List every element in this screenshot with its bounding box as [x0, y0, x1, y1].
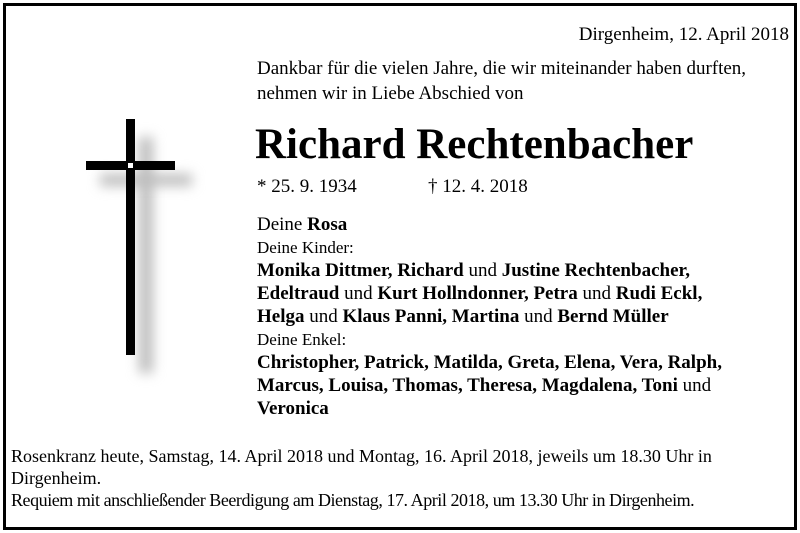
conjunction: und [519, 306, 558, 327]
requiem-text: Requiem mit anschließender Beerdigung am Dienstag, 17. April 2018, um 13.30 Uhr in Dirgenheim. [11, 490, 695, 510]
conjunction: und [339, 283, 378, 304]
children-names: Edeltraud [257, 283, 340, 304]
place-date: Dirgenheim, 12. April 2018 [578, 24, 789, 45]
grandchildren-line-2 [257, 374, 722, 397]
children-names: Justine Rechtenbacher, [501, 260, 690, 281]
grandchildren-names: Veronica [257, 398, 329, 419]
children-names: Bernd Müller [557, 306, 669, 327]
children-line-3 [257, 305, 722, 328]
intro-text [257, 56, 746, 106]
conjunction: und [577, 283, 616, 304]
rosary-text: Rosenkranz heute, Samstag, 14. April 2018 und Montag, 16. April 2018, jeweils um 18.30 Uhr in Dirgenheim. [11, 446, 712, 488]
conjunction: und [463, 260, 502, 281]
conjunction: und [304, 306, 343, 327]
grandchildren-line-3 [257, 397, 722, 420]
children-line-2 [257, 282, 722, 305]
mourners-list [257, 213, 722, 420]
children-label: Deine Kinder: [257, 238, 354, 257]
children-names: Monika Dittmer, Richard [257, 260, 464, 281]
children-names: Helga [257, 306, 305, 327]
grandchildren-names: Marcus, Louisa, Thomas, Theresa, Magdalena, Toni [257, 375, 678, 396]
service-info [11, 445, 791, 511]
children-names: Rudi Eckl, [615, 283, 703, 304]
conjunction: und [677, 375, 712, 396]
intro-line-1: Dankbar für die vielen Jahre, die wir miteinander haben durften, [257, 58, 747, 79]
grandchildren-line-1 [257, 351, 722, 374]
birth-date: * 25. 9. 1934 [257, 176, 357, 197]
grandchildren-label: Deine Enkel: [257, 330, 347, 349]
spouse-label: Deine [257, 214, 303, 235]
grandchildren-names: Christopher, Patrick, Matilda, Greta, Elena, Vera, Ralph, [257, 352, 722, 373]
children-line-1 [257, 259, 722, 282]
children-names: Kurt Hollndonner, Petra [377, 283, 578, 304]
death-date: † 12. 4. 2018 [428, 176, 528, 197]
children-names: Klaus Panni, Martina [342, 306, 520, 327]
deceased-name: Richard Rechtenbacher [255, 121, 694, 168]
intro-line-2: nehmen wir in Liebe Abschied von [257, 83, 524, 104]
obituary-notice [3, 3, 797, 530]
spouse-line [257, 213, 722, 236]
spouse-name: Rosa [307, 214, 348, 235]
